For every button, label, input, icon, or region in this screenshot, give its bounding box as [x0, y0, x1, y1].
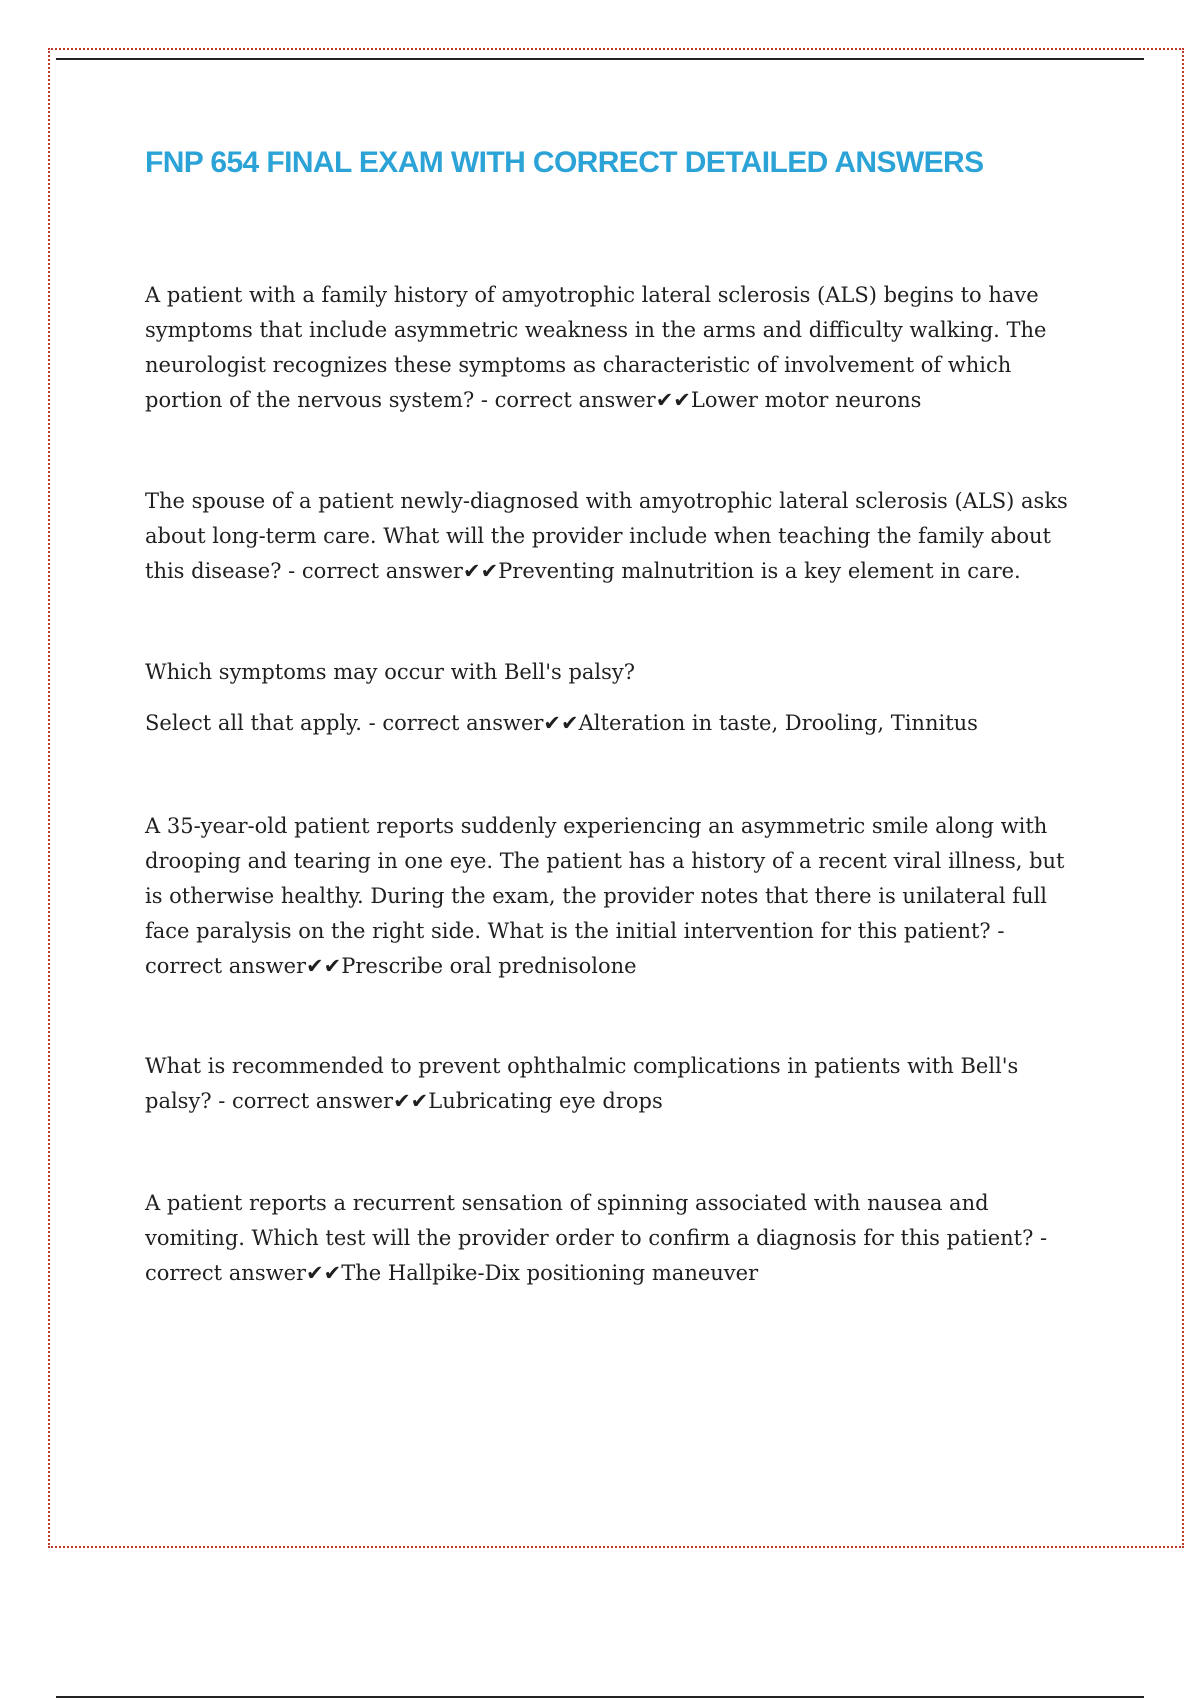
qa-item: [145, 1049, 1085, 1119]
qa-item: [145, 1186, 1085, 1291]
page-border: [48, 48, 1184, 1548]
qa-text-line2: Select all that apply. - correct answer✔✔Alteration in taste, Drooling, Tinnitus: [145, 711, 978, 735]
qa-text-line1: Which symptoms may occur with Bell's palsy?: [145, 660, 636, 684]
footer-rule: [56, 1696, 1144, 1698]
qa-text: The spouse of a patient newly-diagnosed with amyotrophic lateral sclerosis (ALS) asks about long-term care. What will the provider include when teaching the family about this disease? - correct answer✔✔Preventing malnutrition is a key element in care.: [145, 489, 1068, 583]
qa-item: [145, 278, 1085, 418]
qa-item: [145, 655, 1085, 741]
qa-text: What is recommended to prevent ophthalmic complications in patients with Bell's palsy? - correct answer✔✔Lubricating eye drops: [145, 1054, 1019, 1113]
qa-text: A patient reports a recurrent sensation of spinning associated with nausea and vomiting. Which test will the provider order to confirm a diagnosis for this patient? - correct answer✔✔The Hallpike-Dix positioning maneuver: [145, 1191, 1048, 1285]
qa-item: [145, 809, 1085, 984]
qa-text: A 35-year-old patient reports suddenly experiencing an asymmetric smile along with drooping and tearing in one eye. The patient has a history of a recent viral illness, but is otherwise healthy. During the exam, the provider notes that there is unilateral full face paralysis on the right side. What is the initial intervention for this patient? - correct answer✔✔Prescribe oral prednisolone: [145, 814, 1065, 978]
qa-text: A patient with a family history of amyotrophic lateral sclerosis (ALS) begins to have symptoms that include asymmetric weakness in the arms and difficulty walking. The neurologist recognizes these symptoms as characteristic of involvement of which portion of the nervous system? - correct answer✔✔Lower motor neurons: [145, 283, 1047, 412]
header-rule: [56, 58, 1144, 60]
qa-item: [145, 484, 1085, 589]
document-title: FNP 654 FINAL EXAM WITH CORRECT DETAILED ANSWERS: [145, 146, 984, 179]
